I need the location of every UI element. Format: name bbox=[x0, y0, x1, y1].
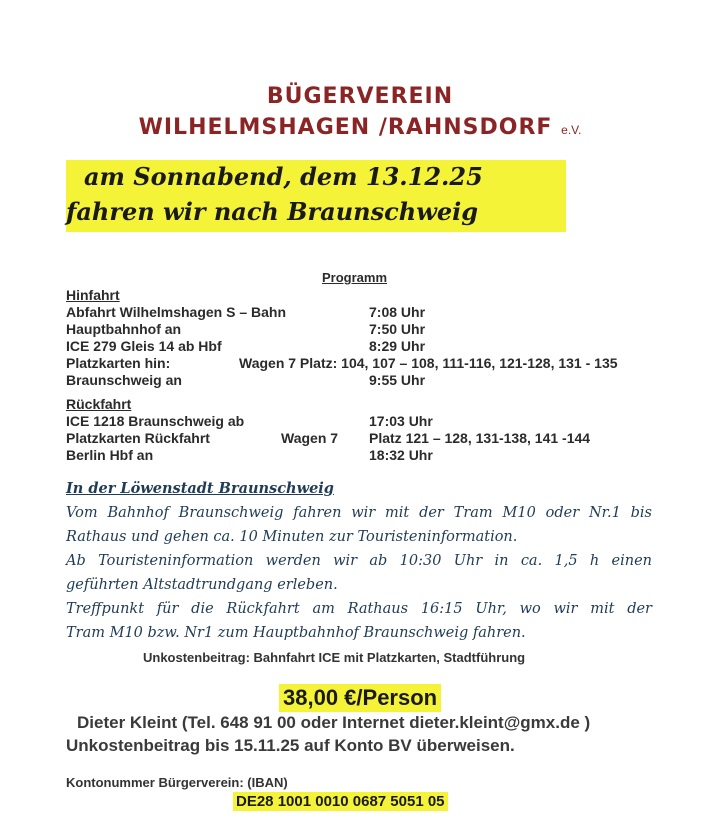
description-heading: In der Löwenstadt Braunschweig bbox=[66, 480, 334, 497]
price-badge: 38,00 €/Person bbox=[279, 684, 441, 712]
seat-reservation-outbound: Wagen 7 Platz: 104, 107 – 108, 111-116, 121-128, 131 - 135 bbox=[239, 355, 618, 371]
description-line: geführten Altstadtrundgang erleben. bbox=[66, 577, 338, 593]
payment-deadline: Unkostenbeitrag bis 15.11.25 auf Konto BV überweisen. bbox=[66, 736, 515, 755]
description-line: Treffpunkt für die Rückfahrt am Rathaus 16:15 Uhr, wo wir mit der bbox=[66, 601, 652, 617]
description bbox=[66, 477, 656, 645]
outbound-row: Abfahrt Wilhelmshagen S – Bahn bbox=[66, 304, 287, 320]
association-location-text: WILHELMSHAGEN /RAHNSDORF bbox=[138, 115, 553, 140]
program-title: Programm bbox=[322, 270, 388, 285]
outbound-time: 8:29 Uhr bbox=[369, 338, 426, 354]
account-label: Kontonummer Bürgerverein: (IBAN) bbox=[66, 775, 288, 790]
return-time: 17:03 Uhr bbox=[369, 413, 433, 429]
return-row: Platzkarten Rückfahrt bbox=[66, 430, 210, 446]
description-line: Tram M10 bzw. Nr1 zum Hauptbahnhof Braunschweig fahren. bbox=[66, 625, 526, 641]
description-line: Rathaus und gehen ca. 10 Minuten zur Touristeninformation. bbox=[66, 529, 518, 545]
outbound-row: ICE 279 Gleis 14 ab Hbf bbox=[66, 338, 222, 354]
outbound-row: Hauptbahnhof an bbox=[66, 321, 182, 337]
association-name: BÜGERVEREIN bbox=[266, 84, 454, 109]
ev-suffix: e.V. bbox=[561, 123, 582, 137]
banner-line-1: am Sonnabend, dem 13.12.25 bbox=[84, 162, 483, 191]
description-line: Ab Touristeninformation werden wir ab 10:30 Uhr in ca. 1,5 h einen bbox=[66, 553, 652, 569]
outbound-time: 7:50 Uhr bbox=[369, 321, 426, 337]
outbound-heading: Hinfahrt bbox=[66, 287, 120, 303]
contact-line: Dieter Kleint (Tel. 648 91 00 oder Internet dieter.kleint@gmx.de ) bbox=[77, 713, 591, 732]
return-heading: Rückfahrt bbox=[66, 396, 132, 412]
outbound-time: 7:08 Uhr bbox=[369, 304, 426, 320]
outbound-row: Braunschweig an bbox=[66, 372, 182, 388]
description-line: Vom Bahnhof Braunschweig fahren wir mit der Tram M10 oder Nr.1 bis bbox=[66, 505, 652, 521]
return-time: 18:32 Uhr bbox=[369, 447, 433, 463]
return-row: Berlin Hbf an bbox=[66, 447, 154, 463]
seat-reservation-return: Platz 121 – 128, 131-138, 141 -144 bbox=[369, 430, 591, 446]
association-location bbox=[90, 115, 630, 140]
outbound-time: 9:55 Uhr bbox=[369, 372, 426, 388]
costs-note: Unkostenbeitrag: Bahnfahrt ICE mit Platzkarten, Stadtführung bbox=[143, 650, 526, 665]
return-row: ICE 1218 Braunschweig ab bbox=[66, 413, 245, 429]
banner-line-2: fahren wir nach Braunschweig bbox=[66, 197, 479, 226]
outbound-row: Platzkarten hin: bbox=[66, 355, 171, 371]
return-wagon: Wagen 7 bbox=[281, 430, 339, 446]
iban: DE28 1001 0010 0687 5051 05 bbox=[233, 792, 448, 811]
